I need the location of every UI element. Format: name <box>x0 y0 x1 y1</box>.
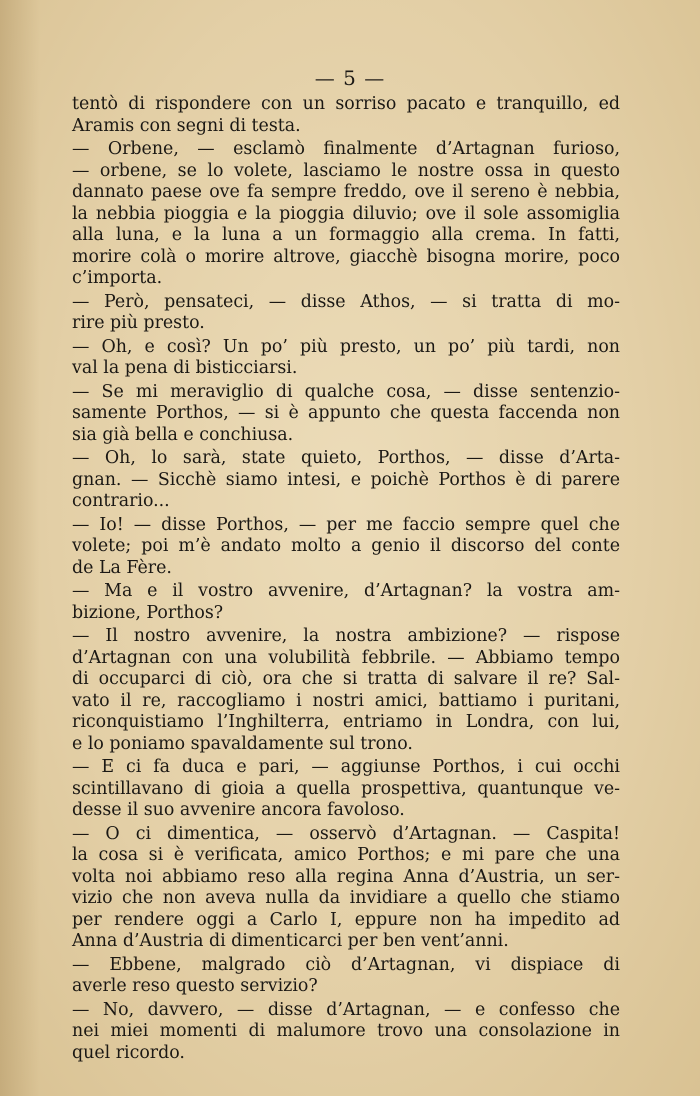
text-line: vizio che non aveva nulla da invidiare a quello che stiamo <box>72 888 620 908</box>
text-line: — Oh, e così? Un po’ più presto, un po’ più tardi, non <box>72 336 620 357</box>
text-line: — Ma e il vostro avvenire, d’Artagnan? la vostra am- <box>72 581 620 601</box>
text-line: la nebbia pioggia e la pioggia diluvio; ove il sole assomiglia <box>72 203 620 224</box>
text-line: — No, davvero, — disse d’Artagnan, — e confesso che <box>72 999 620 1020</box>
paragraph <box>72 824 620 953</box>
text-line: — orbene, se lo volete, lasciamo le nostre ossa in questo <box>72 160 620 181</box>
text-line: d’Artagnan con una volubilità febbrile. — Abbiamo tempo <box>72 647 620 668</box>
text-line: — Il nostro avvenire, la nostra ambizione? — rispose <box>72 626 620 646</box>
paragraph <box>72 626 620 755</box>
text-line: tentò di rispondere con un sorriso pacato e tranquillo, ed <box>72 94 620 114</box>
paragraph <box>72 1000 620 1065</box>
text-line: Aramis con segni di testa. <box>72 115 301 136</box>
text-line: — O ci dimentica, — osservò d’Artagnan. — Caspita! <box>72 823 620 844</box>
body-text <box>72 94 620 1064</box>
text-line: bizione, Porthos? <box>72 602 224 623</box>
page-number: — 5 — <box>314 66 386 90</box>
text-line: morire colà o morire altrove, giacchè bisogna morire, poco <box>72 246 620 267</box>
text-line: la cosa si è verificata, amico Porthos; e mi pare che una <box>72 845 620 865</box>
text-line: gnan. — Sicchè siamo intesi, e poichè Porthos è di parere <box>72 469 620 490</box>
text-line: di occuparci di ciò, ora che si tratta di salvare il re? Sal- <box>72 669 620 689</box>
text-line: c’importa. <box>72 268 163 288</box>
paragraph <box>72 955 620 998</box>
text-line: — Se mi meraviglio di qualche cosa, — disse sentenzio- <box>72 381 620 402</box>
text-line: desse il suo avvenire ancora favoloso. <box>72 800 405 820</box>
paragraph <box>72 382 620 447</box>
text-line: rire più presto. <box>72 313 205 333</box>
paragraph <box>72 515 620 580</box>
text-line: e lo poniamo spavaldamente sul trono. <box>72 733 413 754</box>
text-line: alla luna, e la luna a un formaggio alla crema. In fatti, <box>72 225 620 245</box>
text-line: riconquistiamo l’Inghilterra, entriamo in Londra, con lui, <box>72 712 620 732</box>
paragraph <box>72 94 620 137</box>
text-line: — Ebbene, malgrado ciò d’Artagnan, vi dispiace di <box>72 954 620 975</box>
text-line: de La Fère. <box>72 557 172 578</box>
text-line: vato il re, raccogliamo i nostri amici, battiamo i puritani, <box>72 690 620 711</box>
text-line: volete; poi m’è andato molto a genio il discorso del conte <box>72 536 620 556</box>
text-line: val la pena di bisticciarsi. <box>72 358 298 378</box>
paragraph <box>72 581 620 624</box>
text-line: — Però, pensateci, — disse Athos, — si tratta di mo- <box>72 291 620 312</box>
text-line: nei miei momenti di malumore trovo una consolazione in <box>72 1021 620 1041</box>
paragraph <box>72 139 620 290</box>
paragraph <box>72 337 620 380</box>
text-line: — Oh, lo sarà, state quieto, Porthos, — disse d’Arta- <box>72 448 620 468</box>
text-line: Anna d’Austria di dimenticarci per ben vent’anni. <box>72 931 509 951</box>
text-line: volta noi abbiamo reso alla regina Anna d’Austria, un ser- <box>72 866 620 887</box>
text-line: — E ci fa duca e pari, — aggiunse Porthos, i cui occhi <box>72 757 620 777</box>
paragraph <box>72 448 620 513</box>
text-line: dannato paese ove fa sempre freddo, ove il sereno è nebbia, <box>72 182 620 202</box>
text-line: — Orbene, — esclamò finalmente d’Artagnan furioso, <box>72 139 620 159</box>
text-line: per rendere oggi a Carlo I, eppure non ha impedito ad <box>72 909 620 930</box>
text-line: samente Porthos, — si è appunto che questa faccenda non <box>72 403 620 423</box>
text-line: contrario... <box>72 491 170 511</box>
text-line: scintillavano di gioia a quella prospettiva, quantunque ve- <box>72 778 620 799</box>
paragraph <box>72 292 620 335</box>
text-line: — Io! — disse Porthos, — per me faccio sempre quel che <box>72 514 620 535</box>
paragraph <box>72 757 620 822</box>
text-line: quel ricordo. <box>72 1042 185 1063</box>
text-line: sia già bella e conchiusa. <box>72 424 294 445</box>
text-line: averle reso questo servizio? <box>72 976 318 996</box>
